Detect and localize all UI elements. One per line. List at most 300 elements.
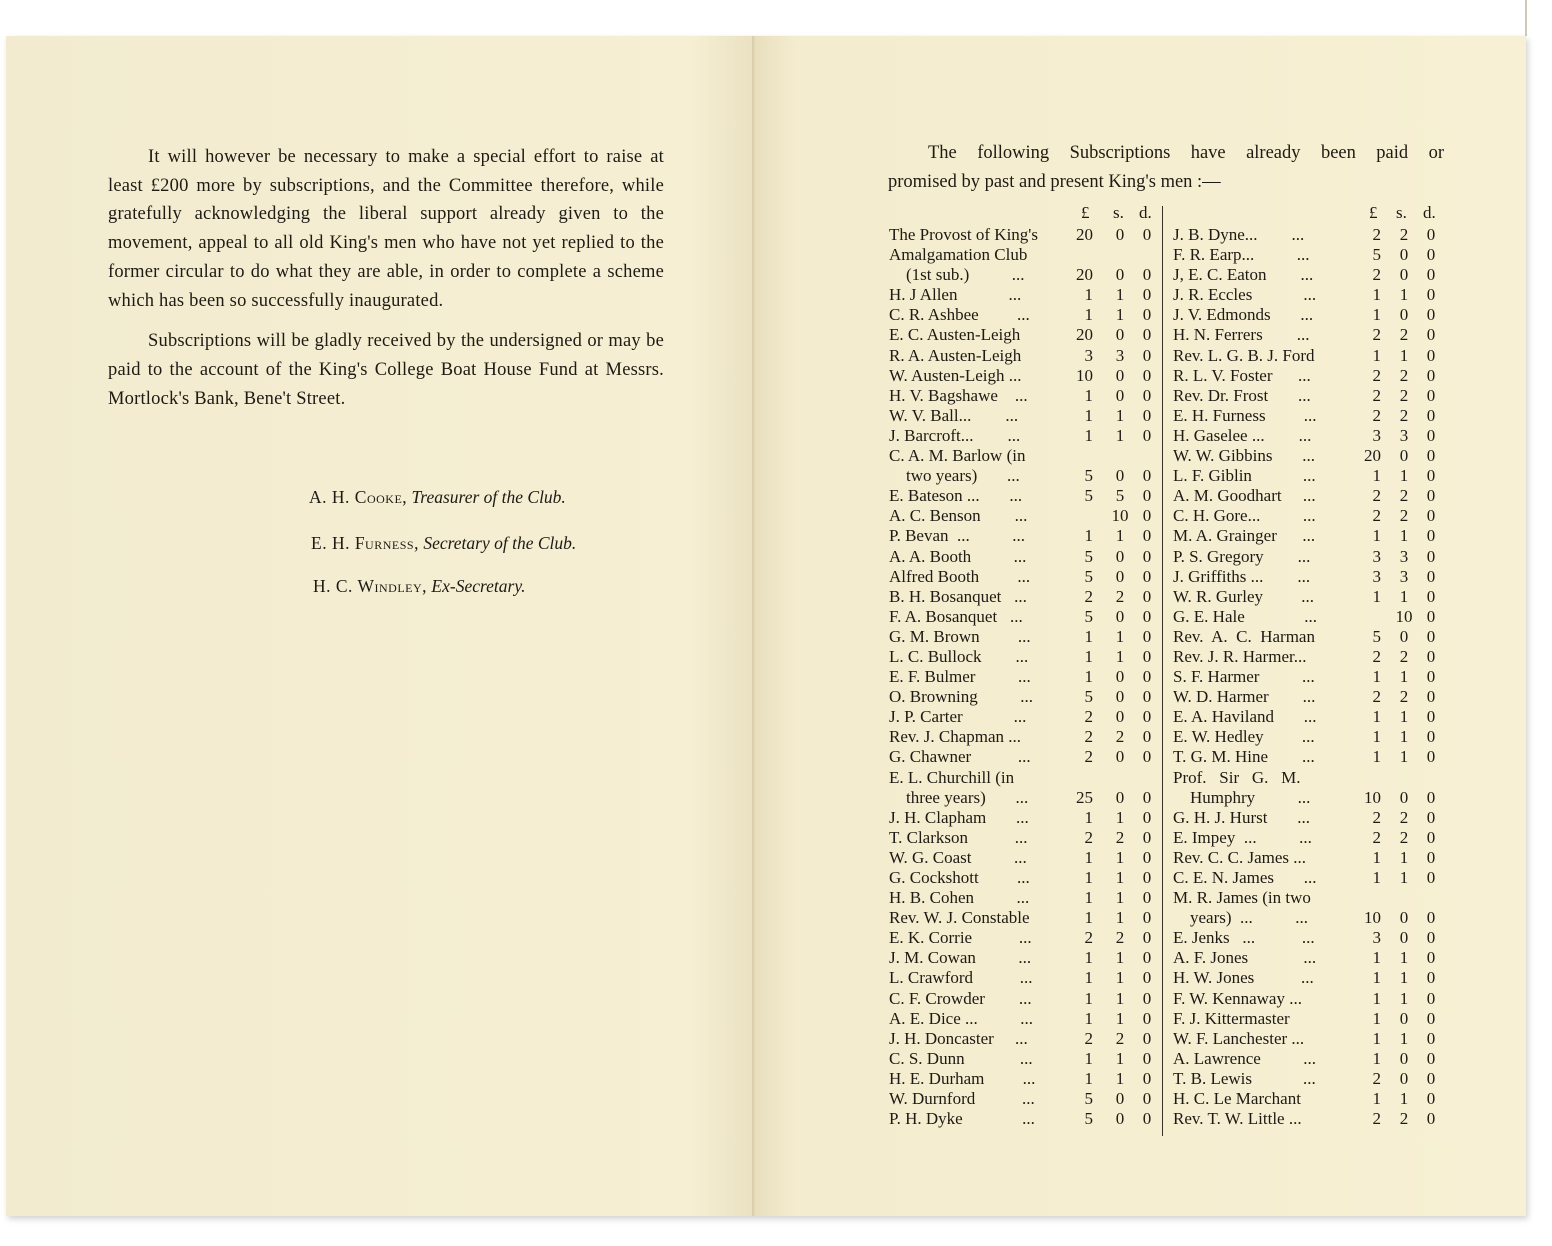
amount-shillings: 1 bbox=[1399, 988, 1409, 1008]
subscriber-row bbox=[889, 225, 1161, 245]
amount-pounds: 2 bbox=[1084, 727, 1093, 747]
amount-pounds: 2 bbox=[1084, 707, 1093, 727]
amount-shillings: 2 bbox=[1399, 807, 1409, 827]
subscriber-name: three years) ... bbox=[889, 787, 1029, 807]
amount-shillings: 0 bbox=[1115, 385, 1125, 405]
amount-shillings: 1 bbox=[1399, 667, 1409, 687]
subscriber-row bbox=[1173, 848, 1445, 868]
subscriber-name: H. N. Ferrers ... bbox=[1173, 325, 1310, 345]
amount-pounds: 1 bbox=[1084, 667, 1093, 687]
subscriber-name: J. P. Carter ... bbox=[889, 707, 1027, 727]
subscriber-row bbox=[889, 968, 1161, 988]
amount-pounds: 2 bbox=[1084, 827, 1093, 847]
shillings-header: s. bbox=[1396, 203, 1407, 222]
subscriber-name: G. Cockshott ... bbox=[889, 868, 1030, 887]
amount-pence: 0 bbox=[1426, 626, 1436, 646]
amount-pence: 0 bbox=[1426, 245, 1436, 265]
amount-pounds: 1 bbox=[1084, 888, 1093, 908]
subscriber-row bbox=[1173, 727, 1445, 747]
subscriber-row bbox=[889, 607, 1161, 627]
amount-pounds: 2 bbox=[1372, 325, 1381, 345]
amount-pence: 0 bbox=[1426, 1089, 1436, 1109]
subscriber-row bbox=[1173, 285, 1445, 305]
subscriber-name: H. Gaselee ... ... bbox=[1173, 425, 1312, 445]
page-edge-line bbox=[1525, 0, 1527, 36]
amount-shillings: 0 bbox=[1115, 225, 1125, 244]
amount-pence: 0 bbox=[1426, 606, 1436, 626]
amount-pence: 0 bbox=[1142, 807, 1152, 827]
amount-shillings: 2 bbox=[1399, 486, 1409, 506]
subscriber-row bbox=[1173, 325, 1445, 345]
amount-pence: 0 bbox=[1426, 667, 1436, 687]
pounds-header: £ bbox=[1081, 203, 1090, 222]
amount-pence: 0 bbox=[1142, 405, 1152, 425]
subscriber-row bbox=[889, 727, 1161, 747]
subscriber-name: G. M. Brown ... bbox=[889, 626, 1031, 646]
amount-shillings: 5 bbox=[1115, 486, 1125, 506]
signature-role: Treasurer of the Club. bbox=[411, 487, 566, 507]
amount-shillings: 2 bbox=[1399, 225, 1409, 244]
subscriber-row bbox=[889, 366, 1161, 386]
amount-pence: 0 bbox=[1426, 566, 1436, 586]
subscriber-name: Rev. T. W. Little ... bbox=[1173, 1109, 1302, 1129]
subscribers-column-right bbox=[1173, 203, 1445, 1129]
amount-pence: 0 bbox=[1142, 948, 1152, 968]
subscriber-name: H. W. Jones ... bbox=[1173, 968, 1314, 988]
amount-shillings: 0 bbox=[1399, 1068, 1409, 1088]
amount-pounds: 10 bbox=[1364, 908, 1381, 928]
subscriber-row bbox=[1173, 506, 1445, 526]
amount-pence: 0 bbox=[1142, 586, 1152, 606]
subscriber-row bbox=[1173, 768, 1445, 788]
amount-pounds: 3 bbox=[1372, 546, 1381, 566]
amount-pounds: 2 bbox=[1372, 506, 1381, 526]
subscriber-name: J, E. C. Eaton ... bbox=[1173, 265, 1314, 285]
amount-pence: 0 bbox=[1426, 747, 1436, 767]
amount-shillings: 2 bbox=[1115, 827, 1125, 847]
amount-pounds: 1 bbox=[1372, 727, 1381, 747]
amount-pounds: 1 bbox=[1372, 988, 1381, 1008]
subscriber-row bbox=[889, 1049, 1161, 1069]
amount-pence: 0 bbox=[1142, 626, 1152, 646]
amount-pence: 0 bbox=[1142, 847, 1152, 867]
amount-pounds: 5 bbox=[1084, 486, 1093, 506]
amount-shillings: 10 bbox=[1111, 506, 1129, 526]
subscriber-row bbox=[889, 948, 1161, 968]
amount-pounds: 3 bbox=[1372, 928, 1381, 948]
amount-shillings: 1 bbox=[1399, 968, 1409, 988]
subscriber-name: Alfred Booth ... bbox=[889, 566, 1031, 586]
amount-pounds: 1 bbox=[1372, 1008, 1381, 1028]
amount-pounds: 1 bbox=[1372, 466, 1381, 486]
subscriber-name: W. D. Harmer ... bbox=[1173, 687, 1316, 707]
amount-pounds: 2 bbox=[1372, 827, 1381, 847]
amount-pence: 0 bbox=[1426, 787, 1436, 807]
amount-pence: 0 bbox=[1426, 827, 1436, 847]
subscriber-name: E. Bateson ... ... bbox=[889, 486, 1023, 506]
amount-pence: 0 bbox=[1142, 868, 1152, 887]
amount-pence: 0 bbox=[1142, 325, 1152, 345]
amount-pence: 0 bbox=[1426, 1048, 1436, 1068]
amount-pounds: 1 bbox=[1372, 948, 1381, 968]
subscriber-row bbox=[889, 768, 1161, 788]
subscriber-row bbox=[889, 908, 1161, 928]
amount-shillings: 10 bbox=[1395, 606, 1413, 626]
amount-shillings: 1 bbox=[1115, 285, 1125, 305]
pence-header: d. bbox=[1139, 203, 1152, 222]
amount-pence: 0 bbox=[1426, 425, 1436, 445]
amount-pence: 0 bbox=[1426, 385, 1436, 405]
amount-shillings: 0 bbox=[1399, 1048, 1409, 1068]
amount-pence: 0 bbox=[1142, 1109, 1152, 1129]
subscriber-row bbox=[889, 305, 1161, 325]
amount-pounds: 1 bbox=[1372, 586, 1381, 606]
subscriber-row bbox=[1173, 1049, 1445, 1069]
amount-pounds: 2 bbox=[1084, 586, 1093, 606]
subscriber-row bbox=[1173, 627, 1445, 647]
subscriber-row bbox=[889, 747, 1161, 767]
amount-shillings: 2 bbox=[1399, 385, 1409, 405]
amount-shillings: 0 bbox=[1399, 245, 1409, 265]
amount-shillings: 3 bbox=[1115, 345, 1125, 365]
amount-shillings: 0 bbox=[1115, 707, 1125, 727]
amount-pounds: 1 bbox=[1084, 646, 1093, 666]
subscriber-name: M. A. Grainger ... bbox=[1173, 526, 1316, 546]
subscriber-name: L. Crawford ... bbox=[889, 968, 1033, 988]
amount-shillings: 3 bbox=[1399, 566, 1409, 586]
subscriber-row bbox=[889, 687, 1161, 707]
subscriber-name: W. G. Coast ... bbox=[889, 847, 1027, 867]
amount-shillings: 0 bbox=[1115, 265, 1125, 285]
amount-shillings: 0 bbox=[1115, 325, 1125, 345]
amount-pounds: 1 bbox=[1084, 285, 1093, 305]
subscriber-name: Rev. L. G. B. J. Ford bbox=[1173, 345, 1315, 365]
amount-shillings: 0 bbox=[1115, 667, 1125, 687]
amount-shillings: 1 bbox=[1115, 908, 1125, 928]
amount-pounds: 1 bbox=[1372, 868, 1381, 887]
amount-pounds: 20 bbox=[1076, 225, 1093, 244]
subscriber-row bbox=[1173, 687, 1445, 707]
amount-shillings: 0 bbox=[1115, 566, 1125, 586]
amount-shillings: 1 bbox=[1399, 1028, 1409, 1048]
subscriber-row bbox=[1173, 968, 1445, 988]
amount-shillings: 0 bbox=[1399, 787, 1409, 807]
subscriber-row bbox=[1173, 868, 1445, 888]
subscriber-row bbox=[889, 828, 1161, 848]
subscriber-row bbox=[889, 325, 1161, 345]
subscriber-row bbox=[1173, 1029, 1445, 1049]
subscribers-column-left bbox=[889, 203, 1161, 1129]
signature-role: Ex-Secretary. bbox=[431, 576, 526, 596]
subscriber-name: R. A. Austen-Leigh bbox=[889, 345, 1022, 365]
amount-pounds: 1 bbox=[1372, 667, 1381, 687]
amount-pounds: 5 bbox=[1084, 606, 1093, 626]
subscriber-name: A. C. Benson ... bbox=[889, 506, 1028, 526]
amount-pence: 0 bbox=[1426, 546, 1436, 566]
subscriber-name: J. Griffiths ... ... bbox=[1173, 566, 1311, 586]
amount-pence: 0 bbox=[1142, 285, 1152, 305]
amount-shillings: 2 bbox=[1399, 365, 1409, 385]
amount-shillings: 0 bbox=[1399, 265, 1409, 285]
amount-pounds: 20 bbox=[1076, 325, 1093, 345]
subscriber-name: J. H. Doncaster ... bbox=[889, 1028, 1028, 1048]
amount-pence: 0 bbox=[1142, 546, 1152, 566]
amount-pounds: 1 bbox=[1084, 305, 1093, 325]
subscriber-row bbox=[1173, 305, 1445, 325]
amount-shillings: 1 bbox=[1115, 1048, 1125, 1068]
amount-pounds: 1 bbox=[1084, 948, 1093, 968]
amount-pence: 0 bbox=[1142, 968, 1152, 988]
amount-shillings: 1 bbox=[1115, 807, 1125, 827]
subscriber-name: Rev. Dr. Frost ... bbox=[1173, 385, 1311, 405]
amount-shillings: 1 bbox=[1399, 707, 1409, 727]
amount-pence: 0 bbox=[1426, 506, 1436, 526]
amount-pence: 0 bbox=[1426, 466, 1436, 486]
subscriber-name: J. Barcroft... ... bbox=[889, 425, 1021, 445]
subscriber-name: T. G. M. Hine ... bbox=[1173, 747, 1315, 767]
subscriber-row bbox=[1173, 366, 1445, 386]
subscriber-row bbox=[889, 406, 1161, 426]
subscriber-row bbox=[889, 526, 1161, 546]
subscriber-row bbox=[889, 848, 1161, 868]
subscriber-row bbox=[889, 486, 1161, 506]
amount-pence: 0 bbox=[1142, 466, 1152, 486]
amount-pence: 0 bbox=[1426, 1008, 1436, 1028]
subscriber-name: H. J Allen ... bbox=[889, 285, 1022, 305]
subscriber-name: C. E. N. James ... bbox=[1173, 868, 1317, 887]
subscriptions-intro bbox=[888, 139, 1444, 197]
amount-shillings: 1 bbox=[1399, 586, 1409, 606]
amount-shillings: 0 bbox=[1115, 787, 1125, 807]
subscriber-row bbox=[889, 707, 1161, 727]
subscriber-row bbox=[889, 567, 1161, 587]
subscriber-name: Rev. W. J. Constable bbox=[889, 908, 1030, 928]
subscriber-list bbox=[889, 225, 1161, 1129]
amount-shillings: 0 bbox=[1115, 687, 1125, 707]
amount-pounds: 5 bbox=[1084, 466, 1093, 486]
amount-pence: 0 bbox=[1426, 727, 1436, 747]
left-page-text bbox=[108, 143, 664, 413]
subscriber-name: E. K. Corrie ... bbox=[889, 928, 1032, 948]
amount-shillings: 1 bbox=[1115, 868, 1125, 887]
amount-pounds: 1 bbox=[1372, 847, 1381, 867]
amount-shillings: 2 bbox=[1399, 325, 1409, 345]
subscriptions-paragraph: Subscriptions will be gladly received by the undersigned or may be paid to the account of the King's College Boat House Fund at Messrs. Mortlock's Bank, Bene't Street. bbox=[108, 331, 664, 409]
subscriber-name: Rev. A. C. Harman bbox=[1173, 626, 1315, 646]
amount-pence: 0 bbox=[1142, 1089, 1152, 1109]
amount-pence: 0 bbox=[1426, 305, 1436, 325]
column-divider bbox=[1162, 206, 1163, 1136]
subscriber-name: C. H. Gore... ... bbox=[1173, 506, 1316, 526]
subscriber-row bbox=[1173, 346, 1445, 366]
amount-pounds: 2 bbox=[1372, 225, 1381, 244]
amount-shillings: 2 bbox=[1399, 506, 1409, 526]
subscriber-row bbox=[1173, 265, 1445, 285]
subscriber-name: L. C. Bullock ... bbox=[889, 646, 1029, 666]
amount-pounds: 1 bbox=[1084, 908, 1093, 928]
amount-shillings: 3 bbox=[1399, 425, 1409, 445]
subscriber-row bbox=[1173, 1109, 1445, 1129]
amount-pence: 0 bbox=[1426, 908, 1436, 928]
amount-shillings: 2 bbox=[1115, 928, 1125, 948]
subscriber-row bbox=[1173, 747, 1445, 767]
subscriber-row bbox=[1173, 225, 1445, 245]
amount-shillings: 2 bbox=[1399, 405, 1409, 425]
amount-pence: 0 bbox=[1426, 265, 1436, 285]
column-header bbox=[889, 203, 1161, 225]
pounds-header: £ bbox=[1369, 203, 1378, 222]
amount-pounds: 1 bbox=[1084, 1068, 1093, 1088]
subscriber-name: (1st sub.) ... bbox=[889, 265, 1025, 285]
amount-shillings: 0 bbox=[1115, 1089, 1125, 1109]
amount-pence: 0 bbox=[1142, 566, 1152, 586]
amount-pounds: 2 bbox=[1372, 646, 1381, 666]
amount-pounds: 1 bbox=[1084, 526, 1093, 546]
subscriber-name: E. L. Churchill (in bbox=[889, 767, 1015, 787]
amount-pence: 0 bbox=[1142, 385, 1152, 405]
subscriber-row bbox=[889, 245, 1161, 265]
amount-pounds: 1 bbox=[1084, 1048, 1093, 1068]
amount-pounds: 10 bbox=[1076, 365, 1093, 385]
subscriber-row bbox=[1173, 386, 1445, 406]
amount-pounds: 2 bbox=[1084, 1028, 1093, 1048]
amount-shillings: 1 bbox=[1115, 305, 1125, 325]
subscriber-row bbox=[1173, 647, 1445, 667]
subscriber-row bbox=[1173, 567, 1445, 587]
subscriber-row bbox=[889, 346, 1161, 366]
subscriber-row bbox=[1173, 667, 1445, 687]
subscriber-name: W. Durnford ... bbox=[889, 1089, 1035, 1109]
amount-shillings: 1 bbox=[1115, 526, 1125, 546]
amount-shillings: 1 bbox=[1115, 425, 1125, 445]
amount-pence: 0 bbox=[1142, 667, 1152, 687]
signature-name: H. C. Windley, bbox=[313, 576, 428, 596]
subscriber-row bbox=[1173, 707, 1445, 727]
amount-pence: 0 bbox=[1142, 1048, 1152, 1068]
amount-pence: 0 bbox=[1142, 1008, 1152, 1028]
amount-pounds: 1 bbox=[1372, 345, 1381, 365]
signature-name: E. H. Furness, bbox=[311, 533, 419, 553]
amount-pounds: 1 bbox=[1084, 425, 1093, 445]
amount-shillings: 1 bbox=[1115, 626, 1125, 646]
subscriber-name: W. R. Gurley ... bbox=[1173, 586, 1315, 606]
amount-shillings: 0 bbox=[1399, 446, 1409, 466]
subscriber-row bbox=[889, 788, 1161, 808]
subscriber-name: F. R. Earp... ... bbox=[1173, 245, 1310, 265]
subscriber-row bbox=[1173, 908, 1445, 928]
amount-shillings: 0 bbox=[1115, 365, 1125, 385]
subscriber-row bbox=[1173, 808, 1445, 828]
subscriber-name: M. R. James (in two bbox=[1173, 888, 1311, 908]
amount-pounds: 2 bbox=[1372, 405, 1381, 425]
subscriber-row bbox=[1173, 788, 1445, 808]
amount-pounds: 1 bbox=[1084, 385, 1093, 405]
subscriber-name: G. E. Hale ... bbox=[1173, 606, 1318, 626]
amount-pence: 0 bbox=[1142, 345, 1152, 365]
amount-shillings: 2 bbox=[1399, 687, 1409, 707]
amount-pounds: 3 bbox=[1372, 425, 1381, 445]
amount-pence: 0 bbox=[1142, 606, 1152, 626]
amount-pence: 0 bbox=[1426, 707, 1436, 727]
subscriber-name: T. Clarkson ... bbox=[889, 827, 1028, 847]
amount-shillings: 1 bbox=[1115, 948, 1125, 968]
subscriber-name: E. Impey ... ... bbox=[1173, 827, 1312, 847]
amount-pounds: 5 bbox=[1084, 566, 1093, 586]
amount-pence: 0 bbox=[1142, 928, 1152, 948]
amount-pounds: 5 bbox=[1084, 1109, 1093, 1129]
subscriber-row bbox=[889, 647, 1161, 667]
subscriber-name: O. Browning ... bbox=[889, 687, 1034, 707]
amount-shillings: 0 bbox=[1399, 305, 1409, 325]
amount-shillings: 0 bbox=[1399, 908, 1409, 928]
amount-pence: 0 bbox=[1426, 646, 1436, 666]
appeal-paragraph: It will however be necessary to make a special effort to raise at least £200 more by subscriptions, and the Committee therefore, while gratefully acknowledging the liberal support already given to the movement, appeal to all old King's men who have not yet replied to the former circular to do what they are able, in order to complete a scheme which has been so successfully inaugurated. bbox=[108, 147, 664, 311]
subscriber-row bbox=[889, 667, 1161, 687]
subscriber-list bbox=[1173, 225, 1445, 1129]
amount-pence: 0 bbox=[1142, 747, 1152, 767]
subscriber-name: years) ... ... bbox=[1173, 908, 1309, 928]
amount-pounds: 5 bbox=[1084, 1089, 1093, 1109]
amount-pounds: 5 bbox=[1084, 687, 1093, 707]
amount-pence: 0 bbox=[1142, 365, 1152, 385]
signature-role: Secretary of the Club. bbox=[423, 533, 577, 553]
signature-ex-secretary bbox=[313, 576, 526, 597]
amount-pence: 0 bbox=[1426, 1028, 1436, 1048]
amount-pence: 0 bbox=[1142, 265, 1152, 285]
amount-shillings: 1 bbox=[1399, 747, 1409, 767]
subscriber-name: F. W. Kennaway ... bbox=[1173, 988, 1302, 1008]
amount-pounds: 1 bbox=[1084, 847, 1093, 867]
signature-treasurer bbox=[309, 487, 566, 508]
amount-pence: 0 bbox=[1426, 285, 1436, 305]
amount-shillings: 2 bbox=[1115, 1028, 1125, 1048]
subscriber-row bbox=[889, 1109, 1161, 1129]
subscriber-row bbox=[1173, 607, 1445, 627]
subscriber-name: The Provost of King's bbox=[889, 225, 1038, 244]
subscriber-row bbox=[889, 1009, 1161, 1029]
subscriber-name: Amalgamation Club bbox=[889, 245, 1028, 265]
subscriber-row bbox=[1173, 1089, 1445, 1109]
subscriber-name: T. B. Lewis ... bbox=[1173, 1068, 1316, 1088]
subscriber-name: Rev. J. Chapman ... bbox=[889, 727, 1022, 747]
amount-pence: 0 bbox=[1142, 707, 1152, 727]
subscriber-name: E. C. Austen-Leigh bbox=[889, 325, 1021, 345]
amount-pence: 0 bbox=[1426, 526, 1436, 546]
amount-pounds: 1 bbox=[1084, 405, 1093, 425]
amount-pounds: 1 bbox=[1084, 807, 1093, 827]
subscriber-row bbox=[1173, 828, 1445, 848]
amount-pence: 0 bbox=[1142, 687, 1152, 707]
amount-pence: 0 bbox=[1142, 888, 1152, 908]
subscriber-name: S. F. Harmer ... bbox=[1173, 667, 1315, 687]
subscriber-name: A. Lawrence ... bbox=[1173, 1048, 1317, 1068]
amount-pounds: 1 bbox=[1084, 968, 1093, 988]
amount-shillings: 0 bbox=[1115, 466, 1125, 486]
amount-pence: 0 bbox=[1426, 847, 1436, 867]
amount-pounds: 1 bbox=[1372, 285, 1381, 305]
subscriber-row bbox=[1173, 486, 1445, 506]
subscriber-name: L. F. Giblin ... bbox=[1173, 466, 1316, 486]
amount-pounds: 1 bbox=[1084, 626, 1093, 646]
amount-shillings: 0 bbox=[1399, 626, 1409, 646]
subscriber-name: E. A. Haviland ... bbox=[1173, 707, 1317, 727]
amount-shillings: 1 bbox=[1399, 868, 1409, 887]
amount-pence: 0 bbox=[1426, 1109, 1436, 1129]
subscriber-name: Rev. J. R. Harmer... bbox=[1173, 646, 1307, 666]
amount-pence: 0 bbox=[1426, 988, 1436, 1008]
amount-pence: 0 bbox=[1142, 1028, 1152, 1048]
amount-pounds: 1 bbox=[1372, 1089, 1381, 1109]
